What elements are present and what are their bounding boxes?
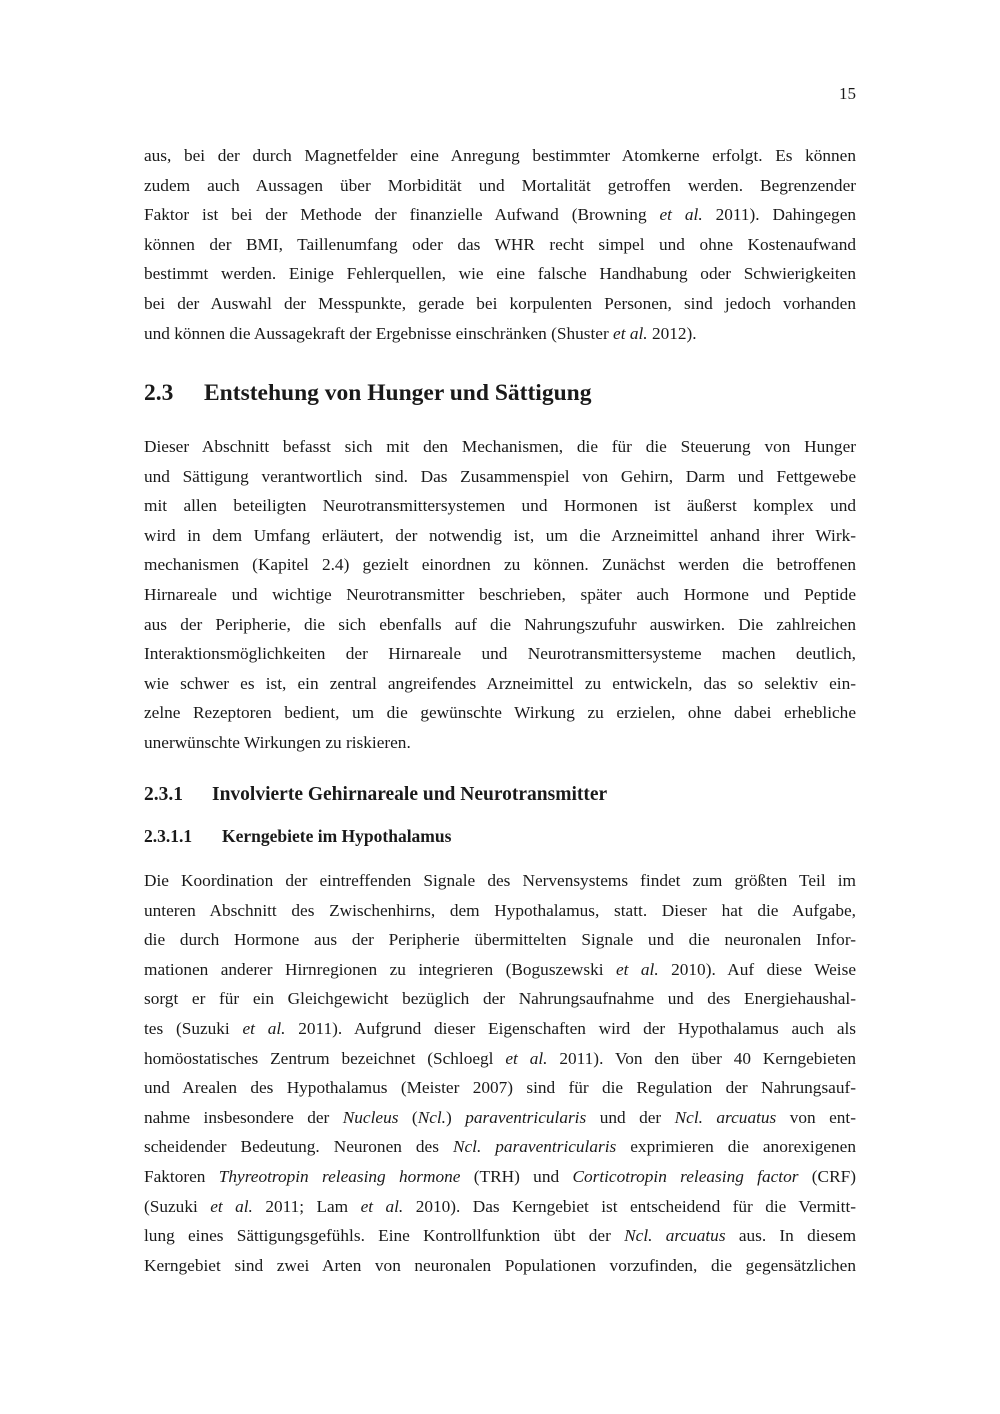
text-line: nahme insbesondere der Nucleus (Ncl.) paraventricularis und der Ncl. arcuatus von ent- [144,1107,856,1127]
text-line: mechanismen (Kapitel 2.4) gezielt einordnen zu können. Zunächst werden die betroffenen [144,555,856,575]
text-line: Hirnareale und wichtige Neurotransmitter beschrieben, später auch Hormone und Peptide [144,584,856,604]
text-line: wie schwer es ist, ein zentral angreifendes Arzneimittel zu entwickeln, das so selektiv ein- [144,673,856,693]
citation-etal: et al. [615,959,659,979]
text-line: (Suzuki et al. 2011; Lam et al. 2010). Das Kerngebiet ist entscheidend für die Vermitt- [144,1196,857,1216]
term-italic: Thyreotropin releasing hormone [218,1166,461,1186]
section-title: Involvierte Gehirnareale und Neurotransmitter [212,784,608,805]
text-line: lung eines Sättigungsgefühls. Eine Kontrollfunktion übt der Ncl. arcuatus aus. In diesem [144,1226,857,1246]
page-number: 15 [839,84,856,103]
text-line: Die Koordination der eintreffenden Signale des Nervensystems findet zum größten Teil im [144,871,856,890]
text-line: aus der Peripherie, die sich ebenfalls auf die Nahrungszufuhr auswirken. Die zahlreichen [144,614,856,634]
text-line: und können die Aussagekraft der Ergebnisse einschränken (Shuster et al. 2012). [144,323,697,343]
section-2-3-1-1-paragraph [144,866,856,1280]
text-line: scheidender Bedeutung. Neuronen des Ncl. paraventricularis exprimieren die anorexigenen [144,1137,856,1157]
text-line: aus, bei der durch Magnetfelder eine Anregung bestimmter Atomkerne erfolgt. Es können [144,146,856,165]
term-italic: Ncl. [417,1107,447,1127]
text-line: Faktoren Thyreotropin releasing hormone (TRH) und Corticotropin releasing factor (CRF) [144,1166,856,1186]
text-line: Dieser Abschnitt befasst sich mit den Mechanismen, die für die Steuerung von Hunger [144,437,856,456]
text-line: unerwünschte Wirkungen zu riskieren. [144,732,411,752]
text-line: und Sättigung verantwortlich sind. Das Zusammenspiel von Gehirn, Darm und Fettgewebe [144,466,856,486]
text-line: zudem auch Aussagen über Morbidität und Mortalität getroffen werden. Begrenzender [144,175,856,195]
text-line: wird in dem Umfang erläutert, der notwendig ist, um die Arzneimittel anhand ihrer Wirk- [144,525,856,545]
text-line: können der BMI, Taillenumfang oder das WHR recht simpel und ohne Kostenaufwand [144,234,856,254]
term-italic: paraventricularis [465,1107,587,1127]
section-heading-2-3-1-1 [144,826,451,847]
text-line: mit allen beteiligten Neurotransmittersystemen und Hormonen ist äußerst komplex und [144,496,856,516]
term-italic: Corticotropin releasing factor [572,1166,799,1186]
term-italic: Ncl. arcuatus [624,1226,726,1246]
text-line: Faktor ist bei der Methode der finanzielle Aufwand (Browning et al. 2011). Dahingegen [144,205,856,225]
text-line: bei der Auswahl der Messpunkte, gerade bei korpulenten Personen, sind jedoch vorhanden [144,293,856,313]
citation-etal: et al. [360,1196,404,1216]
citation-etal: et al. [659,205,703,225]
citation-etal: et al. [613,323,648,343]
text-line: sorgt er für ein Gleichgewicht bezüglich der Nahrungsaufnahme und des Energiehaushal- [144,989,856,1009]
term-italic: Ncl. paraventricularis [452,1137,617,1157]
section-number: 2.3 [144,380,174,406]
text-line: Interaktionsmöglichkeiten der Hirnareale und Neurotransmittersysteme machen deutlich, [144,644,856,664]
text-line: homöostatisches Zentrum bezeichnet (Schloegl et al. 2011). Von den über 40 Kerngebieten [144,1048,857,1068]
section-heading-2-3-1 [144,784,607,806]
text-line: tes (Suzuki et al. 2011). Aufgrund dieser Eigenschaften wird der Hypothalamus auch als [144,1018,857,1038]
section-heading-2-3 [144,380,591,407]
text-line: unteren Abschnitt des Zwischenhirns, dem Hypothalamus, statt. Dieser hat die Aufgabe, [144,900,856,920]
section-number: 2.3.1.1 [144,826,193,846]
section-2-3-paragraph [144,432,856,758]
section-number: 2.3.1 [144,784,183,805]
section-title: Entstehung von Hunger und Sättigung [204,380,592,406]
term-italic: Nucleus [342,1107,399,1127]
citation-etal: et al. [505,1048,548,1068]
text-line: bestimmt werden. Einige Fehlerquellen, wie eine falsche Handhabung oder Schwierigkeiten [144,264,856,284]
citation-etal: et al. [242,1018,286,1038]
text-line: zelne Rezeptoren bedient, um die gewünschte Wirkung zu erzielen, ohne dabei erhebliche [144,703,856,723]
text-line: die durch Hormone aus der Peripherie übermittelten Signale und die neuronalen Infor- [144,930,856,950]
text-line: mationen anderer Hirnregionen zu integrieren (Boguszewski et al. 2010). Auf diese Weise [144,959,856,979]
term-italic: Ncl. arcuatus [674,1107,777,1127]
section-title: Kerngebiete im Hypothalamus [222,826,452,846]
text-line: und Arealen des Hypothalamus (Meister 2007) sind für die Regulation der Nahrungsauf- [144,1078,856,1098]
text-line: Kerngebiet sind zwei Arten von neuronalen Populationen vorzufinden, die gegensätzlichen [144,1255,856,1275]
intro-paragraph [144,141,856,348]
citation-etal: et al. [210,1196,253,1216]
